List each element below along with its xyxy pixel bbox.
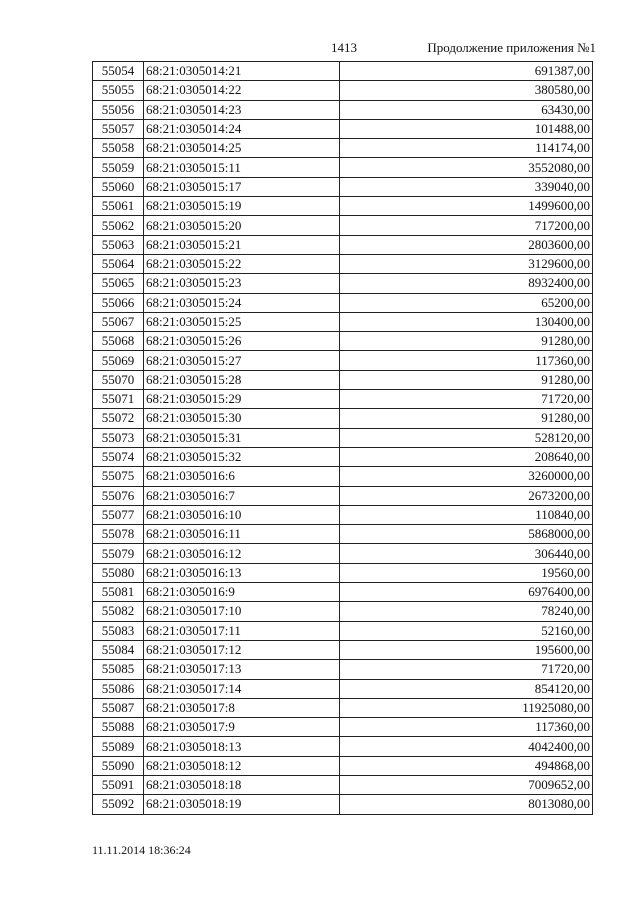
row-number: 55074 (93, 447, 144, 466)
table-row (93, 660, 593, 679)
cadastral-number: 68:21:0305015:28 (144, 370, 340, 389)
row-number: 55071 (93, 390, 144, 409)
table-row (93, 62, 593, 81)
table-row (93, 698, 593, 717)
table-row (93, 293, 593, 312)
row-number: 55090 (93, 756, 144, 775)
cadastral-value: 91280,00 (340, 409, 593, 428)
row-number: 55075 (93, 467, 144, 486)
row-number: 55054 (93, 62, 144, 81)
row-number: 55060 (93, 177, 144, 196)
cadastral-value: 195600,00 (340, 640, 593, 659)
table-row (93, 486, 593, 505)
row-number: 55092 (93, 795, 144, 814)
cadastral-number: 68:21:0305015:21 (144, 235, 340, 254)
cadastral-value: 65200,00 (340, 293, 593, 312)
cadastral-number: 68:21:0305014:22 (144, 81, 340, 100)
table-row (93, 621, 593, 640)
row-number: 55080 (93, 563, 144, 582)
cadastral-value: 117360,00 (340, 351, 593, 370)
cadastral-value: 6976400,00 (340, 583, 593, 602)
cadastral-value: 8932400,00 (340, 274, 593, 293)
cadastral-value: 114174,00 (340, 139, 593, 158)
cadastral-value: 2803600,00 (340, 235, 593, 254)
cadastral-value: 3129600,00 (340, 254, 593, 273)
cadastral-value: 3260000,00 (340, 467, 593, 486)
row-number: 55077 (93, 505, 144, 524)
cadastral-value: 71720,00 (340, 660, 593, 679)
cadastral-value: 8013080,00 (340, 795, 593, 814)
cadastral-number: 68:21:0305015:17 (144, 177, 340, 196)
row-number: 55056 (93, 100, 144, 119)
cadastral-value: 91280,00 (340, 332, 593, 351)
row-number: 55084 (93, 640, 144, 659)
cadastral-number: 68:21:0305016:6 (144, 467, 340, 486)
table-row (93, 139, 593, 158)
cadastral-value: 1499600,00 (340, 197, 593, 216)
row-number: 55073 (93, 428, 144, 447)
cadastral-value: 4042400,00 (340, 737, 593, 756)
table-row (93, 158, 593, 177)
table-row (93, 100, 593, 119)
table-row (93, 274, 593, 293)
table-row (93, 119, 593, 138)
cadastral-number: 68:21:0305015:23 (144, 274, 340, 293)
cadastral-number: 68:21:0305017:14 (144, 679, 340, 698)
table-row (93, 254, 593, 273)
table-row (93, 544, 593, 563)
print-timestamp: 11.11.2014 18:36:24 (92, 843, 191, 857)
table-row (93, 81, 593, 100)
table-row (93, 467, 593, 486)
cadastral-value: 339040,00 (340, 177, 593, 196)
cadastral-number: 68:21:0305014:21 (144, 62, 340, 81)
row-number: 55072 (93, 409, 144, 428)
table-row (93, 563, 593, 582)
row-number: 55069 (93, 351, 144, 370)
cadastral-number: 68:21:0305017:12 (144, 640, 340, 659)
registry-table-body (93, 62, 593, 815)
cadastral-number: 68:21:0305014:23 (144, 100, 340, 119)
cadastral-value: 5868000,00 (340, 525, 593, 544)
cadastral-number: 68:21:0305017:10 (144, 602, 340, 621)
table-row (93, 428, 593, 447)
row-number: 55061 (93, 197, 144, 216)
cadastral-number: 68:21:0305018:18 (144, 775, 340, 794)
table-row (93, 756, 593, 775)
table-row (93, 235, 593, 254)
cadastral-number: 68:21:0305017:13 (144, 660, 340, 679)
cadastral-value: 3552080,00 (340, 158, 593, 177)
row-number: 55079 (93, 544, 144, 563)
cadastral-number: 68:21:0305014:24 (144, 119, 340, 138)
cadastral-number: 68:21:0305015:27 (144, 351, 340, 370)
table-row (93, 351, 593, 370)
row-number: 55065 (93, 274, 144, 293)
table-row (93, 737, 593, 756)
table-row (93, 505, 593, 524)
cadastral-number: 68:21:0305016:10 (144, 505, 340, 524)
cadastral-number: 68:21:0305018:12 (144, 756, 340, 775)
table-row (93, 525, 593, 544)
cadastral-value: 11925080,00 (340, 698, 593, 717)
row-number: 55083 (93, 621, 144, 640)
table-row (93, 197, 593, 216)
cadastral-number: 68:21:0305017:8 (144, 698, 340, 717)
table-row (93, 312, 593, 331)
cadastral-number: 68:21:0305016:9 (144, 583, 340, 602)
registry-table (92, 61, 593, 815)
table-row (93, 640, 593, 659)
cadastral-value: 101488,00 (340, 119, 593, 138)
cadastral-number: 68:21:0305017:9 (144, 718, 340, 737)
row-number: 55076 (93, 486, 144, 505)
row-number: 55066 (93, 293, 144, 312)
cadastral-value: 306440,00 (340, 544, 593, 563)
cadastral-number: 68:21:0305015:11 (144, 158, 340, 177)
cadastral-value: 7009652,00 (340, 775, 593, 794)
table-row (93, 679, 593, 698)
cadastral-number: 68:21:0305018:13 (144, 737, 340, 756)
row-number: 55068 (93, 332, 144, 351)
cadastral-value: 854120,00 (340, 679, 593, 698)
cadastral-value: 691387,00 (340, 62, 593, 81)
table-row (93, 583, 593, 602)
table-row (93, 775, 593, 794)
row-number: 55062 (93, 216, 144, 235)
cadastral-number: 68:21:0305015:20 (144, 216, 340, 235)
table-row (93, 332, 593, 351)
row-number: 55059 (93, 158, 144, 177)
row-number: 55091 (93, 775, 144, 794)
row-number: 55081 (93, 583, 144, 602)
cadastral-value: 208640,00 (340, 447, 593, 466)
cadastral-value: 117360,00 (340, 718, 593, 737)
cadastral-number: 68:21:0305015:19 (144, 197, 340, 216)
cadastral-number: 68:21:0305018:19 (144, 795, 340, 814)
cadastral-value: 78240,00 (340, 602, 593, 621)
cadastral-number: 68:21:0305016:7 (144, 486, 340, 505)
table-row (93, 602, 593, 621)
page-number: 1413 (331, 40, 357, 55)
row-number: 55057 (93, 119, 144, 138)
row-number: 55063 (93, 235, 144, 254)
cadastral-number: 68:21:0305017:11 (144, 621, 340, 640)
cadastral-value: 717200,00 (340, 216, 593, 235)
row-number: 55064 (93, 254, 144, 273)
table-row (93, 447, 593, 466)
row-number: 55055 (93, 81, 144, 100)
table-row (93, 409, 593, 428)
cadastral-number: 68:21:0305015:31 (144, 428, 340, 447)
cadastral-value: 2673200,00 (340, 486, 593, 505)
cadastral-value: 380580,00 (340, 81, 593, 100)
table-row (93, 177, 593, 196)
cadastral-value: 52160,00 (340, 621, 593, 640)
cadastral-value: 19560,00 (340, 563, 593, 582)
row-number: 55058 (93, 139, 144, 158)
row-number: 55082 (93, 602, 144, 621)
row-number: 55070 (93, 370, 144, 389)
cadastral-number: 68:21:0305016:12 (144, 544, 340, 563)
row-number: 55088 (93, 718, 144, 737)
cadastral-value: 63430,00 (340, 100, 593, 119)
appendix-title: Продолжение приложения №1 (427, 40, 596, 55)
cadastral-value: 494868,00 (340, 756, 593, 775)
cadastral-value: 130400,00 (340, 312, 593, 331)
cadastral-value: 91280,00 (340, 370, 593, 389)
cadastral-number: 68:21:0305015:26 (144, 332, 340, 351)
cadastral-number: 68:21:0305016:13 (144, 563, 340, 582)
row-number: 55078 (93, 525, 144, 544)
table-row (93, 718, 593, 737)
row-number: 55087 (93, 698, 144, 717)
row-number: 55067 (93, 312, 144, 331)
row-number: 55085 (93, 660, 144, 679)
cadastral-number: 68:21:0305014:25 (144, 139, 340, 158)
cadastral-value: 528120,00 (340, 428, 593, 447)
row-number: 55086 (93, 679, 144, 698)
cadastral-value: 71720,00 (340, 390, 593, 409)
cadastral-number: 68:21:0305015:30 (144, 409, 340, 428)
table-row (93, 390, 593, 409)
cadastral-number: 68:21:0305015:32 (144, 447, 340, 466)
table-row (93, 370, 593, 389)
cadastral-number: 68:21:0305015:29 (144, 390, 340, 409)
cadastral-number: 68:21:0305015:25 (144, 312, 340, 331)
cadastral-value: 110840,00 (340, 505, 593, 524)
cadastral-number: 68:21:0305015:24 (144, 293, 340, 312)
cadastral-number: 68:21:0305016:11 (144, 525, 340, 544)
table-row (93, 216, 593, 235)
cadastral-number: 68:21:0305015:22 (144, 254, 340, 273)
table-row (93, 795, 593, 814)
row-number: 55089 (93, 737, 144, 756)
